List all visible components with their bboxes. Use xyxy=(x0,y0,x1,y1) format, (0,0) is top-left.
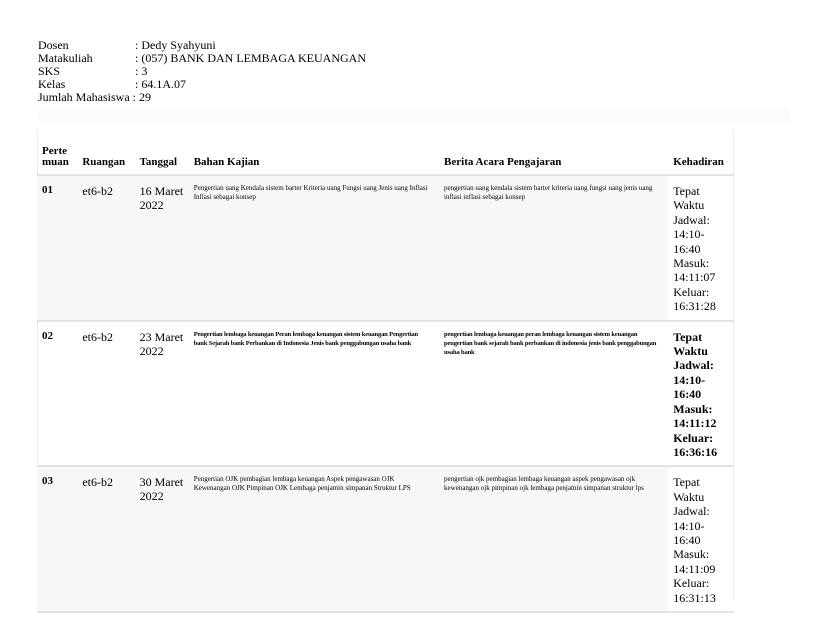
cell-bahan-kajian: Pengertian uang Kendala sistem barter Kriteria uang Fungsi uang Jenis uang Inflasi Inflasi sebagai konsep xyxy=(189,175,439,321)
info-band xyxy=(38,109,790,122)
table-row xyxy=(37,321,734,467)
info-row-matakuliah xyxy=(38,52,366,65)
header-tanggal: Tanggal xyxy=(139,156,178,168)
header-kehadiran: Kehadiran xyxy=(673,156,724,168)
cell-kehadiran: Tepat Waktu Jadwal: 14:10- 16:40 Masuk: 14:11:09 Keluar: 16:31:13 xyxy=(668,466,734,612)
cell-kehadiran: Tepat Waktu Jadwal: 14:10- 16:40 Masuk: 14:11:07 Keluar: 16:31:28 xyxy=(668,175,734,321)
cell-tanggal: 16 Maret 2022 xyxy=(135,175,189,321)
dosen-value: : Dedy Syahyuni xyxy=(135,38,216,52)
cell-berita-acara: pengertian uang kendala sistem barter kriteria uang fungsi uang jenis uang inflasi inflasi sebagai konsep xyxy=(439,175,668,321)
header-berita-acara: Berita Acara Pengajaran xyxy=(444,156,562,168)
cell-tanggal: 23 Maret 2022 xyxy=(135,321,189,467)
cell-bahan-kajian: Pengertian lembaga keuangan Peran lembaga keuangan sistem keuangan Pengertian bank Sejarah bank Perbankan di Indonesia Jenis bank penggabungan usaha bank xyxy=(189,321,439,467)
dosen-label: Dosen xyxy=(38,38,69,52)
cell-tanggal: 30 Maret 2022 xyxy=(135,466,189,612)
matakuliah-label: Matakuliah xyxy=(38,51,93,65)
cell-ruangan: et6-b2 xyxy=(77,175,134,321)
sks-label: SKS xyxy=(38,64,61,78)
info-row-sks xyxy=(38,65,366,78)
cell-pertemuan: 01 xyxy=(37,175,77,321)
matakuliah-value: : (057) BANK DAN LEMBAGA KEUANGAN xyxy=(135,51,366,65)
sks-value: : 3 xyxy=(135,64,148,78)
kelas-label: Kelas xyxy=(38,77,66,91)
info-row-jumlah-mahasiswa xyxy=(38,91,366,104)
cell-pertemuan: 02 xyxy=(37,321,77,467)
header-bahan-kajian: Bahan Kajian xyxy=(193,156,260,168)
table-row xyxy=(37,175,734,321)
cell-pertemuan: 03 xyxy=(37,466,77,612)
cell-ruangan: et6-b2 xyxy=(77,321,134,467)
header-pertemuan: Perte muan xyxy=(42,145,69,168)
jumlah-mahasiswa-value: : 29 xyxy=(129,90,151,104)
cell-ruangan: et6-b2 xyxy=(77,466,134,612)
table-header-row xyxy=(37,130,734,175)
table-row xyxy=(37,466,734,612)
kelas-value: : 64.1A.07 xyxy=(135,77,186,91)
jumlah-mahasiswa-label: Jumlah Mahasiswa xyxy=(38,90,130,104)
header-ruangan: Ruangan xyxy=(82,156,126,168)
cell-berita-acara: pengertian ojk pembagian lembaga keuangan aspek pengawasan ojk kewenangan ojk pimpinan ojk lembaga penjamin simpanan struktur lps xyxy=(439,466,668,612)
attendance-table xyxy=(37,130,734,613)
cell-berita-acara: pengertian lembaga keuangan peran lembaga keuangan sistem keuangan pengertian bank sejarah bank perbankan di indonesia jenis bank penggabungan usaha bank xyxy=(439,321,668,467)
course-info xyxy=(38,39,366,104)
cell-kehadiran: Tepat Waktu Jadwal: 14:10- 16:40 Masuk: 14:11:12 Keluar: 16:36:16 xyxy=(668,321,734,467)
cell-bahan-kajian: Pengertian OJK pembagian lembaga keuangan Aspek pengawasan OJK Kewenangan OJK Pimpinan OJK Lembaga penjamin simpanan Struktur LPS xyxy=(189,466,439,612)
